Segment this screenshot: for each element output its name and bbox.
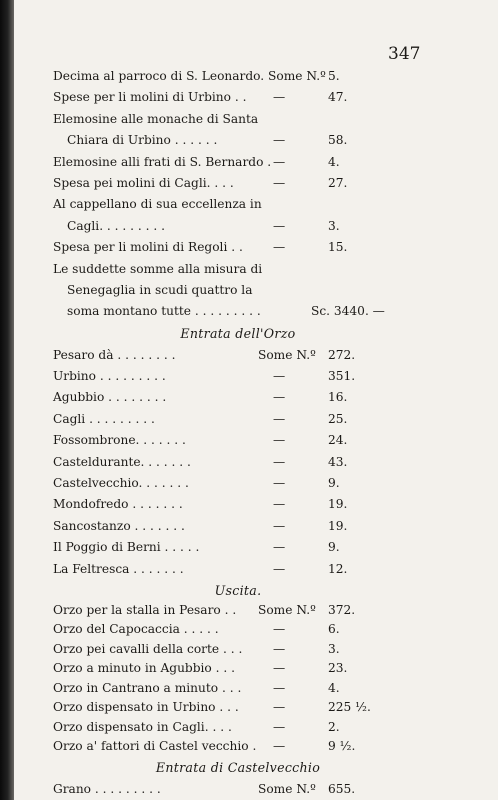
row-label: Cagli. . . . . . . . . (67, 218, 166, 233)
ledger-row (53, 659, 423, 679)
row-value: 16. (328, 390, 348, 405)
row-value: 3. (328, 218, 340, 233)
row-dash: — (273, 622, 286, 637)
book-page (14, 0, 498, 800)
row-label: Orzo a' fattori di Castel vecchio . (53, 739, 257, 754)
row-label: soma montano tutte . . . . . . . . . (67, 304, 261, 319)
ledger-row (53, 237, 423, 258)
ledger-row (53, 409, 423, 430)
row-label: Chiara di Urbino . . . . . . (67, 133, 218, 148)
ledger-row (53, 698, 423, 718)
row-dash: — (273, 476, 286, 491)
row-dash: — (273, 411, 286, 426)
ledger-row (53, 494, 423, 515)
ledger-row (53, 130, 423, 151)
row-label: Pesaro dà . . . . . . . . (53, 347, 176, 362)
ledger-row (53, 109, 423, 130)
row-label: Cagli . . . . . . . . . (53, 411, 155, 426)
row-value: Sc. 3440. — (311, 304, 385, 319)
row-dash: — (273, 739, 286, 754)
row-value: 5. (328, 69, 340, 83)
row-dash: — (273, 661, 286, 676)
ledger-row (53, 66, 423, 87)
ledger-row (53, 516, 423, 537)
row-value: 24. (328, 433, 348, 448)
row-unit: Some N.º (258, 781, 316, 796)
page-number: 347 (388, 44, 421, 64)
ledger-row (53, 366, 423, 387)
row-label: Orzo in Cantrano a minuto . . . (53, 680, 242, 695)
row-dash: — (273, 90, 286, 105)
row-value: 225 ½. (328, 700, 371, 715)
row-value: 9. (328, 540, 340, 555)
section-heading-orzo: Entrata dell'Orzo (180, 325, 296, 341)
row-value: 47. (328, 90, 348, 105)
row-dash: — (273, 497, 286, 512)
ledger-row (53, 779, 423, 800)
row-label: Orzo a minuto in Agubbio . . . (53, 661, 236, 676)
row-dash: — (273, 540, 286, 555)
ledger-row (53, 345, 423, 366)
ledger-row (53, 559, 423, 580)
row-dash: — (273, 433, 286, 448)
row-label: Casteldurante. . . . . . . (53, 454, 191, 469)
row-value: 351. (328, 369, 356, 384)
row-label: Fossombrone. . . . . . . (53, 433, 186, 448)
row-label: Urbino . . . . . . . . . (53, 369, 166, 384)
ledger-row (53, 620, 423, 640)
section-heading-uscita: Uscita. (214, 582, 262, 598)
ledger-row (53, 718, 423, 738)
row-label: Spese per li molini di Urbino . . (53, 90, 247, 105)
ledger-row (53, 194, 423, 215)
row-label: Le suddette somme alla misura di (53, 261, 263, 276)
orzo-income-rows (53, 345, 423, 580)
row-dash: — (273, 561, 286, 576)
row-label: Spesa pei molini di Cagli. . . . (53, 175, 234, 190)
row-label: Il Poggio di Berni . . . . . (53, 540, 200, 555)
ledger-row (53, 679, 423, 699)
row-dash: — (273, 240, 286, 255)
row-dash: — (273, 680, 286, 695)
ledger-row (53, 452, 423, 473)
row-value: 4. (328, 680, 340, 695)
row-label: Mondofredo . . . . . . . (53, 497, 183, 512)
ledger-row (53, 387, 423, 408)
row-value: 15. (328, 240, 348, 255)
ledger-row (53, 737, 423, 757)
row-label: Spesa per li molini di Regoli . . (53, 240, 243, 255)
ledger (53, 66, 423, 800)
orzo-expense-rows (53, 601, 423, 757)
row-label: Elemosine alle monache di Santa (53, 111, 259, 126)
row-value: 272. (328, 347, 356, 362)
row-value: 19. (328, 518, 348, 533)
row-value: 43. (328, 454, 348, 469)
row-dash: — (273, 390, 286, 405)
row-value: 25. (328, 411, 348, 426)
row-label: Senegaglia in scudi quattro la (67, 282, 253, 297)
row-value: 2. (328, 719, 340, 734)
expense-rows (53, 66, 423, 323)
castelvecchio-rows (53, 779, 423, 800)
ledger-row (53, 301, 423, 322)
row-dash: — (273, 641, 286, 656)
row-value: 655. (328, 781, 356, 796)
row-value: 58. (328, 133, 348, 148)
row-dash: — (273, 454, 286, 469)
row-value: 12. (328, 561, 348, 576)
row-value: 372. (328, 602, 356, 617)
row-label: Castelvecchio. . . . . . . (53, 476, 189, 491)
row-dash: — (273, 218, 286, 233)
ledger-row (53, 216, 423, 237)
ledger-row (53, 537, 423, 558)
row-label: Decima al parroco di S. Leonardo. Some N.º (53, 69, 326, 83)
ledger-row (53, 173, 423, 194)
row-value: 9 ½. (328, 739, 356, 754)
row-dash: — (273, 518, 286, 533)
row-value: 27. (328, 175, 348, 190)
row-label: Orzo del Capocaccia . . . . . (53, 622, 219, 637)
ledger-row (53, 259, 423, 280)
ledger-row (53, 640, 423, 660)
row-value: 3. (328, 641, 340, 656)
row-value: 6. (328, 622, 340, 637)
row-label: Al cappellano di sua eccellenza in (53, 197, 262, 212)
row-unit: Some N.º (258, 602, 316, 617)
row-label: Orzo pei cavalli della corte . . . (53, 641, 243, 656)
book-spine (0, 0, 14, 800)
row-label: Grano . . . . . . . . . (53, 781, 161, 796)
ledger-row (53, 280, 423, 301)
row-value: 19. (328, 497, 348, 512)
row-value: 4. (328, 154, 340, 169)
row-label: Agubbio . . . . . . . . (53, 390, 167, 405)
row-label: Orzo per la stalla in Pesaro . . (53, 602, 237, 617)
row-unit: Some N.º (258, 347, 316, 362)
row-value: 9. (328, 476, 340, 491)
row-dash: — (273, 133, 286, 148)
row-label: Sancostanzo . . . . . . . (53, 518, 185, 533)
row-dash: — (273, 719, 286, 734)
ledger-row (53, 473, 423, 494)
row-dash: — (273, 700, 286, 715)
row-dash: — (273, 175, 286, 190)
row-label: Elemosine alli frati di S. Bernardo . (53, 154, 272, 169)
row-dash: — (273, 154, 286, 169)
ledger-row (53, 87, 423, 108)
row-value: 23. (328, 661, 348, 676)
ledger-row (53, 601, 423, 621)
section-heading-castelvecchio: Entrata di Castelvecchio (155, 759, 321, 775)
row-label: Orzo dispensato in Urbino . . . (53, 700, 239, 715)
ledger-row (53, 430, 423, 451)
row-label: La Feltresca . . . . . . . (53, 561, 184, 576)
ledger-row (53, 152, 423, 173)
row-label: Orzo dispensato in Cagli. . . . (53, 719, 232, 734)
row-dash: — (273, 369, 286, 384)
